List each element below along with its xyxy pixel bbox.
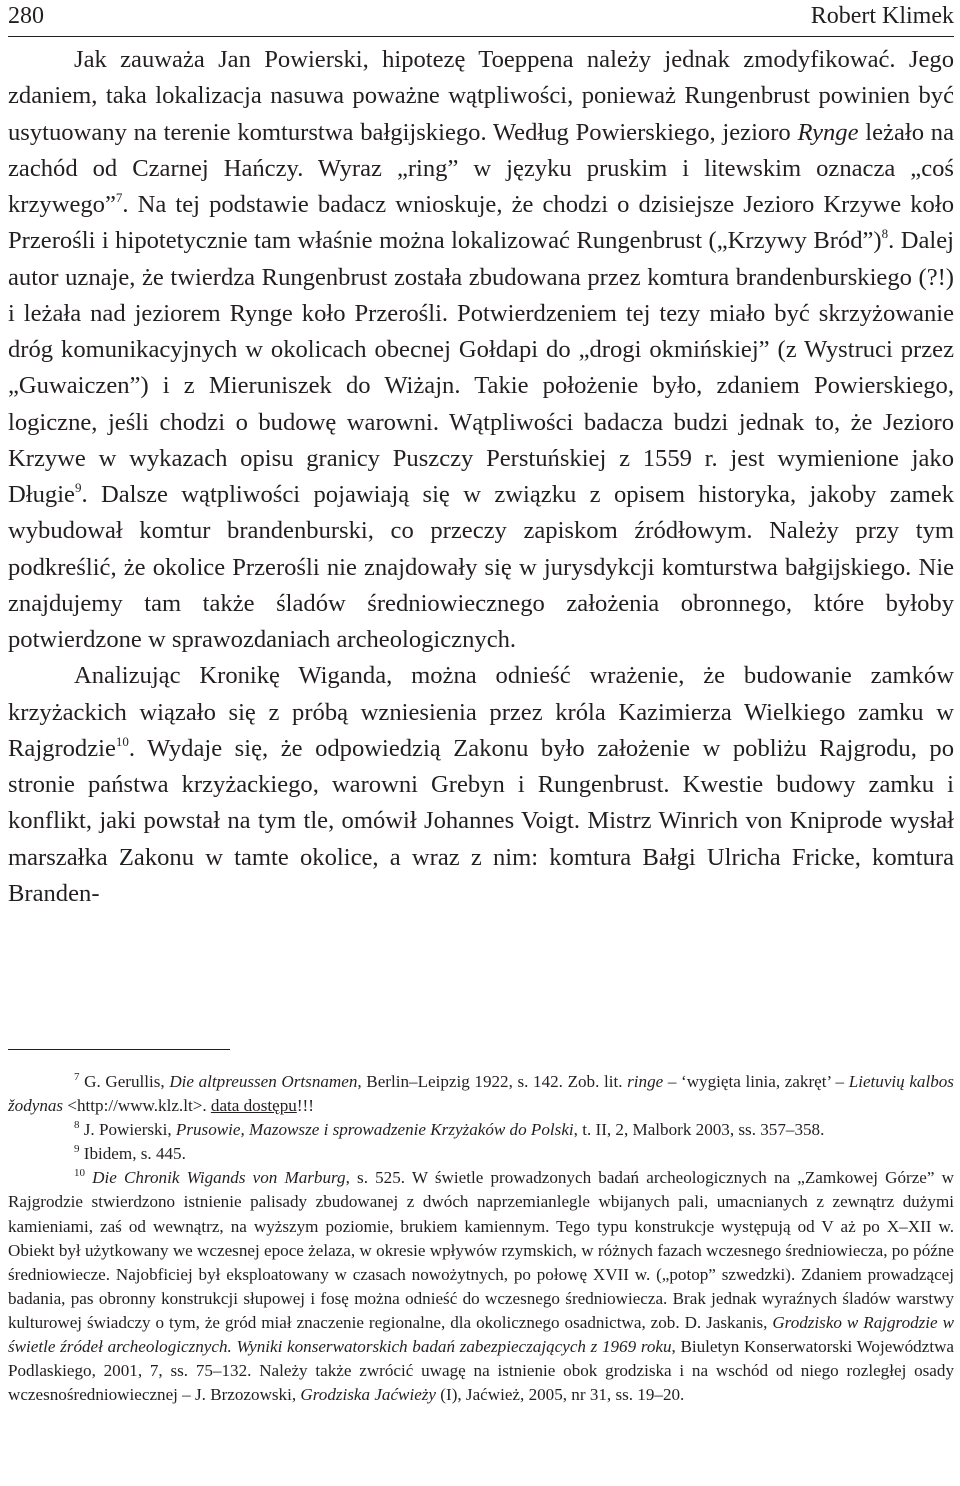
footnote-number: 9 (74, 1143, 80, 1156)
running-head-author: Robert Klimek (810, 3, 954, 29)
footnote-separator (8, 1049, 230, 1050)
main-text (8, 42, 954, 912)
paragraph-1: Jak zauważa Jan Powierski, hipotezę Toeppena należy jednak zmodyfikować. Jego zdaniem, taka lokalizacja nasuwa poważne wątpliwości, ponieważ Rungenbrust powinien być usytuowany na terenie komturstwa bałgijskiego. Według Powierskiego, jezioro Rynge leżało na zachód od Czarnej Hańczy. Wyraz „ring” w języku pruskim i litewskim oznacza „coś krzywego”$^7$. Na tej podstawie badacz wnioskuje, że chodzi o dzisiejsze Jezioro Krzywe koło Przerośli i hipotetycznie tam właśnie można lokalizować Rungenbrust („Krzywy Bród”)$^8$. Dalej autor uznaje, że twierdza Rungenbrust została zbudowana przez komtura brandenburskiego (?!) i leżała nad jeziorem Rynge koło Przerośli. Potwierdzeniem tej tezy miało być skrzyżowanie dróg komunikacyjnych w okolicach obecnej Gołdapi do „drogi okmińskiej” (z Wystruci przez „Guwaiczen”) i z Mieruniszek do Wiżajn. Takie położenie było, zdaniem Powierskiego, logiczne, jeśli chodzi o budowę warowni. Wątpliwości badacza budzi jednak to, że Jezioro Krzywe w wykazach opisu granicy Puszczy Perstuńskiej z 1559 r. jest wymienione jako Długie$^9$. Dalsze wątpliwości pojawiają się w związku z opisem historyka, jakoby zamek wybudował komtur brandenburski, co przeczy zapiskom źródłowym. Należy przy tym podkreślić, że okolice Przerośli nie znajdowały się w jurysdykcji komturstwa bałgijskiego. Nie znajdujemy tam także śladów średniowiecznego założenia obronnego, które byłoby potwierdzone w sprawozdaniach archeologicznych. (8, 46, 954, 653)
footnote-7: $^7$ G. Gerullis, Die altpreussen Ortsnamen, Berlin–Leipzig 1922, s. 142. Zob. lit. ringe – ‘wygięta linia, zakręt’ – Lietuvių kalbos žodynas <http://www.klz.lt>. data dostępu!!! (8, 1071, 954, 1116)
document-page (8, 0, 954, 1486)
footnote-number: 8 (74, 1119, 80, 1132)
footnote-8: $^8$ J. Powierski, Prusowie, Mazowsze i sprowadzenie Krzyżaków do Polski, t. II, 2, Malbork 2003, ss. 357–358. (74, 1119, 825, 1140)
footnote-10: $^{10}$ Die Chronik Wigands von Marburg, s. 525. W świetle prowadzonych badań archeologicznych na „Zamkowej Górze” w Rajgrodzie stwierdzono istnienie palisady zbudowanej z dwóch naprzemianlegle wbijanych pali, umacnianych z zewnątrz dużymi kamieniami, zaś od wewnątrz, na wyższym poziomie, brukiem kamiennym. Tego typu konstrukcje występują od V aż po X–XII w. Obiekt był użytkowany we wczesnej epoce żelaza, w okresie wpływów rzymskich, w różnych fazach wczesnego średniowiecza, po późne średniowiecze. Najobficiej był eksploatowany w czasach nowożytnych, po połowę XVII w. („potop” szwedzki). Zdaniem prowadzącej badania, pas obronny konstrukcji słupowej i fosę można odnieść do wczesnego średniowiecza. Brak jednak wyraźnych śladów warstwy kulturowej świadczy o tym, że gród miał znaczenie regionalne, dla okolicznego osadnictwa, zob. D. Jaskanis, Grodzisko w Rajgrodzie w świetle źródeł archeologicznych. Wyniki konserwatorskich badań zabezpieczających z 1969 roku, Biuletyn Konserwatorski Województwa Podlaskiego, 2001, 7, ss. 75–132. Należy także zwrócić uwagę na istnienie obok grodziska i na wschód od niego rozległej osady wczesnośredniowiecznej – J. Brzozowski, Grodziska Jaćwieży (I), Jaćwież, 2005, nr 31, ss. 19–20. (8, 1167, 954, 1405)
footnote-ref-9[interactable]: 9 (74, 480, 82, 495)
footnote-number: 7 (74, 1071, 80, 1083)
page-header (8, 0, 954, 37)
footnote-ref-10[interactable]: 10 (115, 733, 129, 749)
paragraph-2: Analizując Kronikę Wiganda, można odnieść wrażenie, że budowanie zamków krzyżackich wiązało się z próbą wzniesienia przez króla Kazimierza Wielkiego zamku w Rajgrodzie$^{10}$. Wydaje się, że odpowiedzią Zakonu było założenie w pobliżu Rajgrodu, po stronie państwa krzyżackiego, warowni Grebyn i Rungenbrust. Kwestie budowy zamku i konflikt, jaki powstał na tym tle, omówił Johannes Voigt. Mistrz Winrich von Kniprode wysłał marszałka Zakonu w tamte okolice, a wraz z nim: komtura Bałgi Ulricha Fricke, komtura Branden- (8, 662, 954, 907)
emphasis-rynge: Rynge (797, 118, 859, 146)
footnote-ref-8[interactable]: 8 (881, 226, 889, 242)
access-date-link[interactable]: data dostępu (210, 1096, 297, 1116)
footnotes (8, 1070, 954, 1407)
footnote-number: 10 (74, 1167, 85, 1180)
page-number: 280 (8, 3, 44, 29)
footnote-9: $^9$ Ibidem, s. 445. (74, 1143, 186, 1164)
footnote-ref-7[interactable]: 7 (115, 190, 123, 205)
